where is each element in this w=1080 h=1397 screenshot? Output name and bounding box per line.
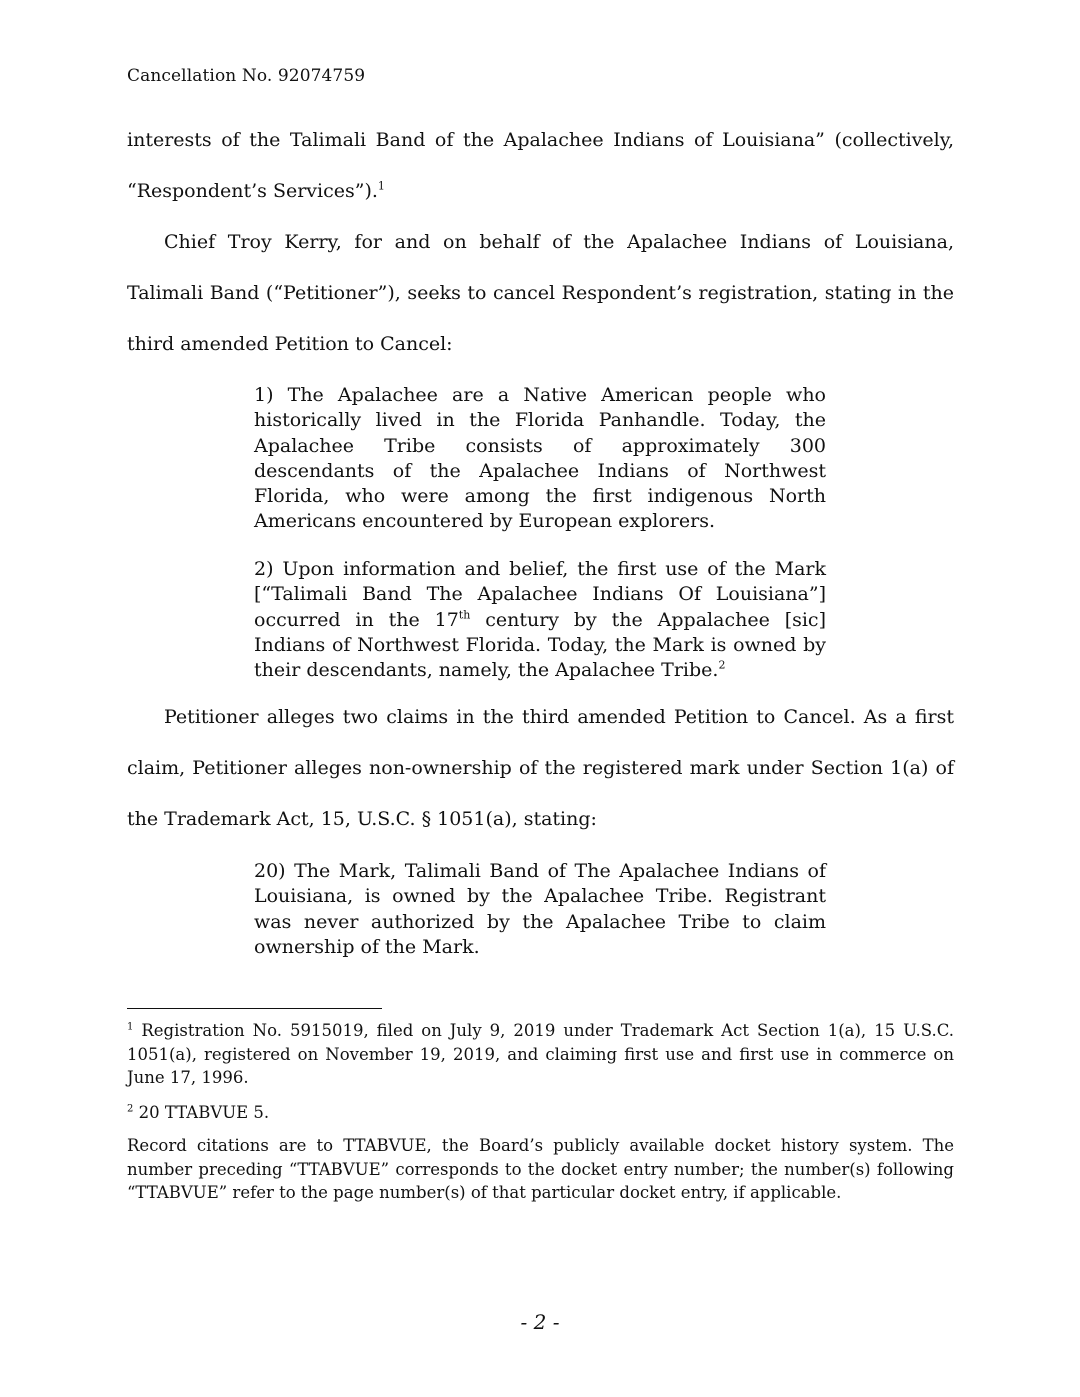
case-number-header: Cancellation No. 92074759 <box>127 66 366 86</box>
footnote-divider <box>127 1008 382 1009</box>
footnote-2-marker: 2 <box>127 1103 134 1115</box>
body-paragraph-1-text: interests of the Talimali Band of the Apalachee Indians of Louisiana” (collectively, “Respondent’s Services”). <box>127 129 954 202</box>
body-paragraph-2: Chief Troy Kerry, for and on behalf of the Apalachee Indians of Louisiana, Talimali Band (“Petitioner”), seeks to cancel Respondent’s registration, stating in the third amended Petition to Cancel: <box>127 231 954 355</box>
footnote-2 <box>127 1101 954 1125</box>
block-quote-3: 20) The Mark, Talimali Band of The Apalachee Indians of Louisiana, is owned by the Apalachee Tribe. Registrant was never authorized by the Apalachee Tribe to claim ownership of the Mark. <box>254 860 826 958</box>
footnote-ref-1: 1 <box>377 179 385 193</box>
body-paragraph-1 <box>127 115 954 217</box>
footnote-1-marker: 1 <box>127 1021 134 1033</box>
body-paragraph-3: Petitioner alleges two claims in the third amended Petition to Cancel. As a first claim, Petitioner alleges non-ownership of the registered mark under Section 1(a) of the Trademark Act, 15, U.S.C. § 1051(a), stating: <box>127 706 954 830</box>
block-quote-2-text-a: 2) Upon information and belief, the first use of the Mark [“Talimali Band The Apalachee Indians Of Louisiana”] occurred in the 17 <box>254 558 826 631</box>
footnote-1-text: Registration No. 5915019, filed on July 9, 2019 under Trademark Act Section 1(a), 15 U.S.C. 1051(a), registered on November 19, 2019, and claiming first use and first use in commerce on June 17, 1996. <box>127 1021 954 1088</box>
footnote-ref-2: 2 <box>718 658 726 672</box>
block-quote-2-text-b: century by the Appalachee [sic] Indians of Northwest Florida. Today, the Mark is owned by their descendants, namely, the Apalachee Tribe. <box>254 608 826 682</box>
block-quote-2 <box>254 557 826 683</box>
footnote-2-text: 20 TTABVUE 5. <box>138 1103 270 1122</box>
block-quote-1: 1) The Apalachee are a Native American people who historically lived in the Florida Panhandle. Today, the Apalachee Tribe consists of approximately 300 descendants of the Apalachee Indians of Northwest Florida, who were among the first indigenous North Americans encountered by European explorers. <box>254 384 826 533</box>
footnote-1 <box>127 1019 954 1090</box>
ordinal-suffix: th <box>458 608 471 622</box>
footnote-2-continued: Record citations are to TTABVUE, the Board’s publicly available docket history system. The number preceding “TTABVUE” corresponds to the docket entry number; the number(s) following “TTABVUE” refer to the page number(s) of that particular docket entry, if applicable. <box>127 1136 954 1203</box>
page-number: - 2 - <box>520 1310 560 1334</box>
